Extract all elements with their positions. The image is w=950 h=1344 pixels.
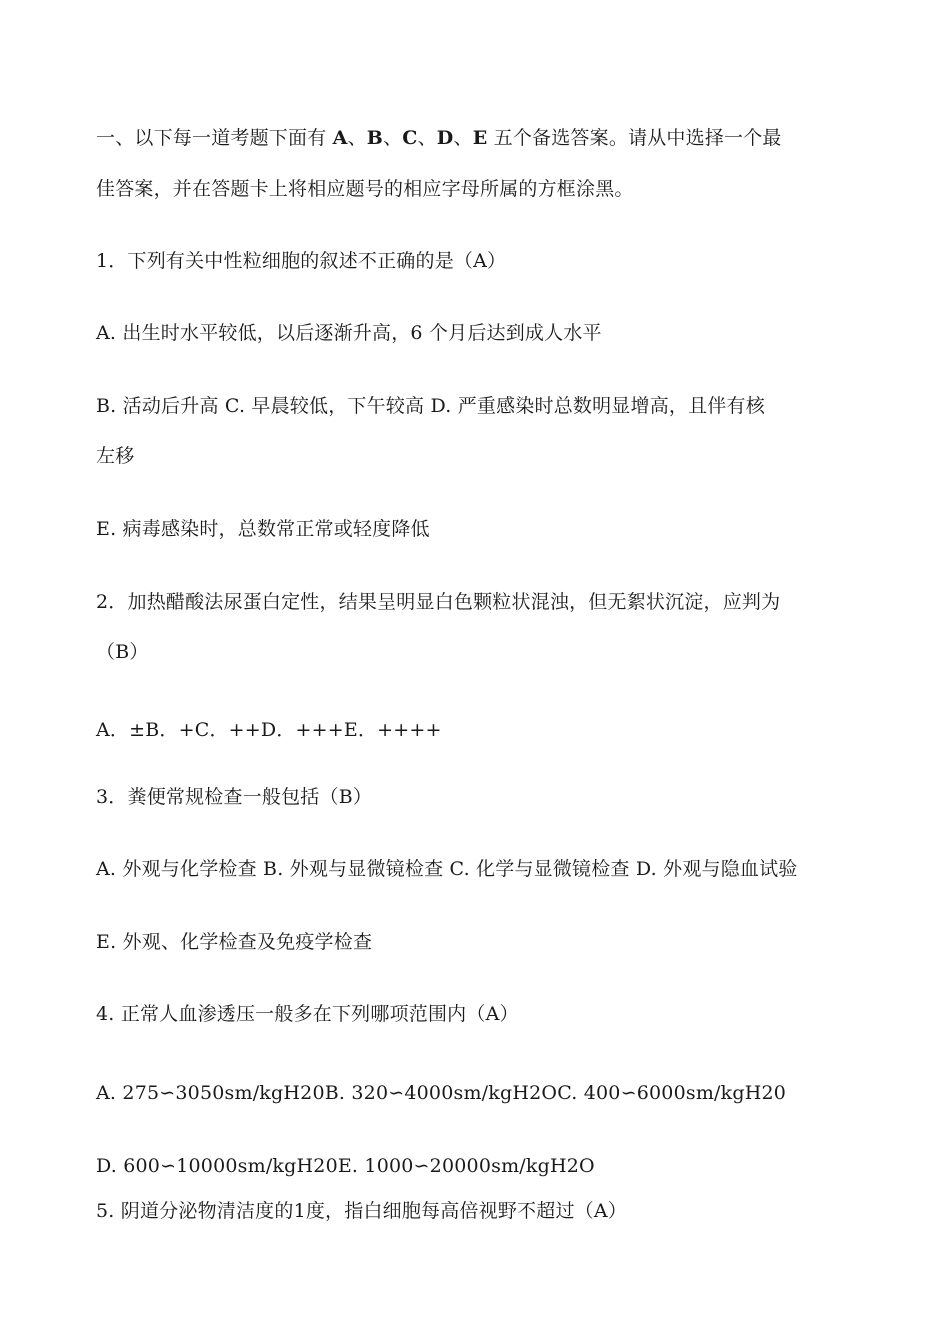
question-1-stem: 1．下列有关中性粒细胞的叙述不正确的是（A）: [96, 250, 507, 272]
question-4-options-de: D. 600∽10000sm/kgH20E. 1000∽20000sm/kgH2O: [96, 1155, 595, 1177]
question-3-options-abcd: A. 外观与化学检查 B. 外观与显微镜检查 C. 化学与显微镜检查 D. 外观与隐血试验: [96, 858, 798, 880]
question-2-options: A．±B．+C．++D．+++E．++++: [96, 719, 442, 741]
question-1-options-continued: 左移: [96, 445, 135, 467]
separator: 、: [453, 127, 473, 149]
instruction-line-1: [96, 126, 782, 150]
instruction-line-2: 佳答案，并在答题卡上将相应题号的相应字母所属的方框涂黑。: [96, 178, 634, 200]
separator: 、: [417, 127, 437, 149]
instruction-text: 一、以下每一道考题下面有: [96, 127, 333, 149]
option-letter-a: A: [332, 127, 348, 149]
question-1-option-a: A. 出生时水平较低，以后逐渐升高，6 个月后达到成人水平: [96, 322, 602, 344]
question-4-options-abc: A. 275∽3050sm/kgH20B. 320∽4000sm/kgH2OC. 400∽6000sm/kgH20: [96, 1082, 787, 1104]
question-5-stem: 5. 阴道分泌物清洁度的1度，指白细胞每高倍视野不超过（A）: [96, 1200, 627, 1222]
instruction-text: 五个备选答案。请从中选择一个最: [487, 127, 782, 149]
question-2-stem: 2．加热醋酸法尿蛋白定性，结果呈明显白色颗粒状混浊，但无絮状沉淀，应判为: [96, 591, 781, 613]
question-1-option-e: E. 病毒感染时，总数常正常或轻度降低: [96, 518, 430, 540]
option-letter-e: E: [472, 127, 488, 149]
question-3-stem: 3．粪便常规检查一般包括（B）: [96, 786, 373, 808]
question-4-stem: 4. 正常人血渗透压一般多在下列哪项范围内（A）: [96, 1003, 519, 1025]
separator: 、: [383, 127, 403, 149]
option-letter-c: C: [402, 127, 418, 149]
question-2-stem-continued: （B）: [96, 641, 149, 663]
question-3-option-e: E. 外观、化学检查及免疫学检查: [96, 931, 373, 953]
option-letter-d: D: [436, 127, 454, 149]
separator: 、: [347, 127, 367, 149]
option-letter-b: B: [366, 127, 384, 149]
question-1-options-bcd: B. 活动后升高 C. 早晨较低，下午较高 D. 严重感染时总数明显增高，且伴有核: [96, 395, 765, 417]
